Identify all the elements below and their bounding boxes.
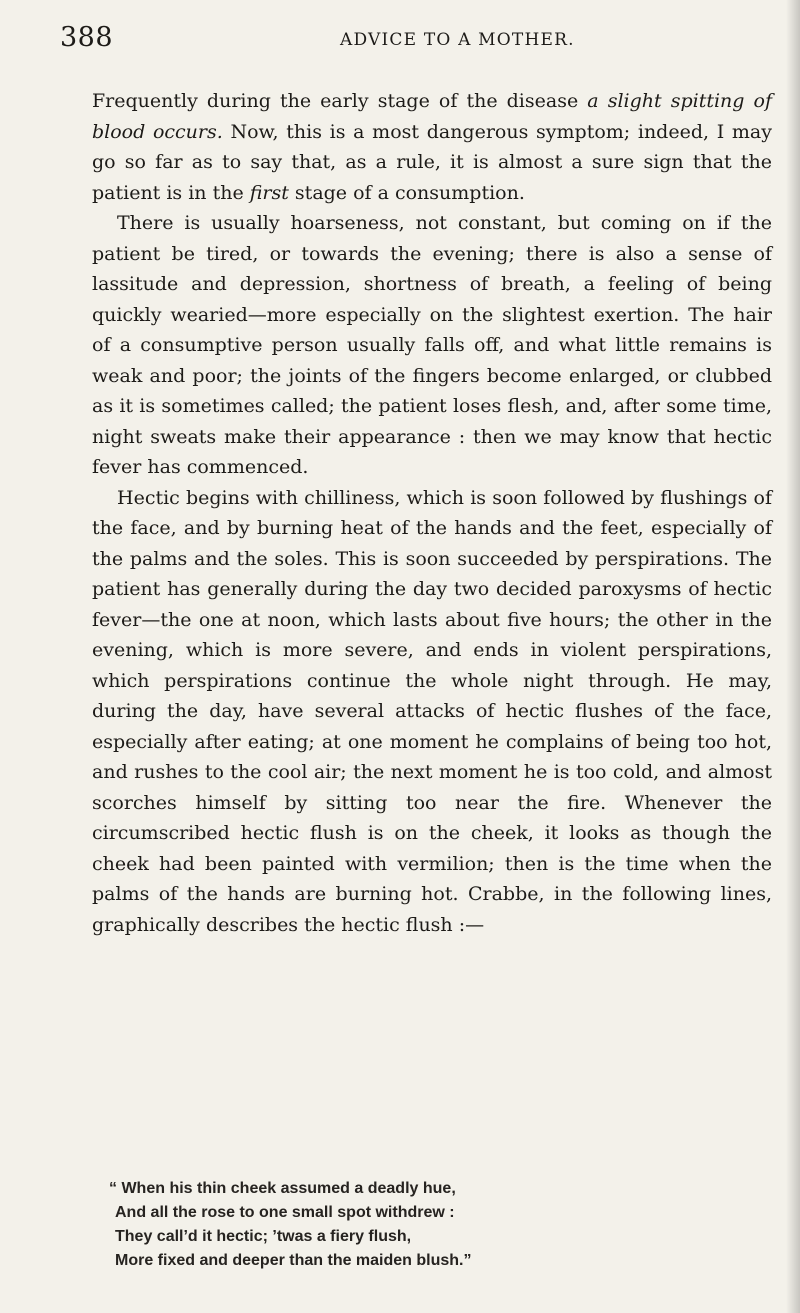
paragraph-1-emphasis-1: a slight spitting of blood occurs. — [92, 90, 772, 143]
verse-line: More fixed and deeper than the maiden blush.” — [115, 1252, 472, 1269]
paragraph-1 — [92, 86, 772, 208]
page-number: 388 — [60, 22, 114, 53]
verse-line: And all the rose to one small spot withdrew : — [115, 1204, 455, 1221]
verse-line: They call’d it hectic; ’twas a fiery flush, — [115, 1228, 412, 1245]
paragraph-2: There is usually hoarseness, not constant, but coming on if the patient be tired, or towards the evening; there is also a sense of lassitude and depression, shortness of breath, a feeling of being quickly wearied—more especially on the slightest exertion. The hair of a consumptive person usually falls off, and what little remains is weak and poor; the joints of the fingers become enlarged, or clubbed as it is sometimes called; the patient loses flesh, and, after some time, night sweats make their appearance : then we may know that hectic fever has commenced. — [92, 212, 772, 478]
verse-line: “ When his thin cheek assumed a deadly hue, — [109, 1180, 456, 1197]
paragraph-1-text-c: stage of a consumption. — [288, 181, 525, 204]
paragraph-1-text-a: Frequently during the early stage of the disease — [92, 90, 588, 112]
paragraph-3: Hectic begins with chilliness, which is soon followed by flushings of the face, and by burning heat of the hands and the feet, especially of the palms and the soles. This is soon succeeded by perspirations. The patient has generally during the day two decided paroxysms of hectic fever—the one at noon, which lasts about five hours; the other in the evening, which is more severe, and ends in violent perspirations, which perspirations continue the whole night through. He may, during the day, have several attacks of hectic flushes of the face, especially after eating; at one moment he complains of being too hot, and rushes to the cool air; the next moment he is too cold, and almost scorches himself by sitting too near the fire. Whenever the circumscribed hectic flush is on the cheek, it looks as though the cheek had been painted with vermilion; then is the time when the palms of the hands are burning hot. Crabbe, in the following lines, graphically describes the hectic flush :— — [92, 486, 772, 936]
page-header — [60, 22, 740, 62]
running-head: ADVICE TO A MOTHER. — [340, 30, 575, 50]
paragraph-1-emphasis-2: first — [249, 181, 289, 204]
verse-quote — [109, 1177, 735, 1273]
paragraph-1-text-b: Now, this is a most dangerous symptom; indeed, I may go so far as to say that, as a rule, it is almost a sure sign that the patient is in the — [92, 120, 772, 204]
page-edge-shadow — [786, 0, 800, 1313]
body-text — [92, 86, 772, 940]
